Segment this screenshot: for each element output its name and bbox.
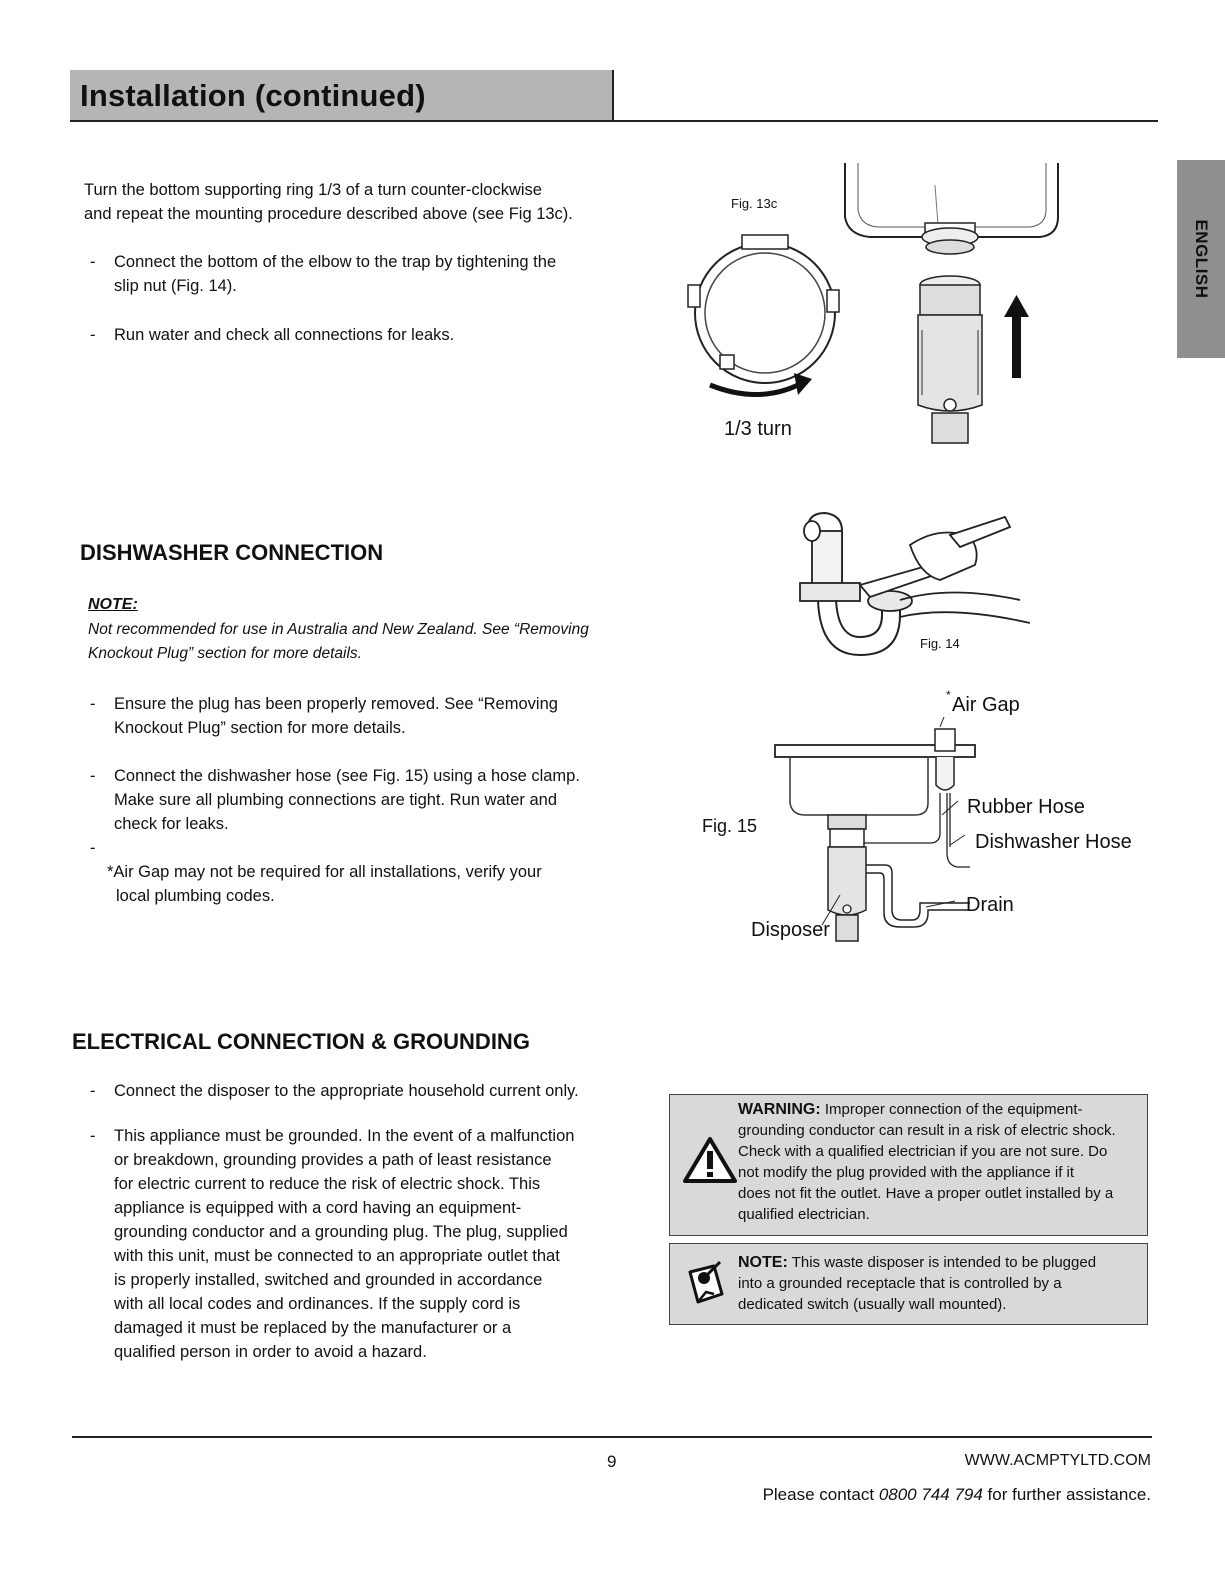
intro-line-2: and repeat the mounting procedure described above (see Fig 13c). <box>84 205 573 223</box>
bullet-line: for electric current to reduce the risk of electric shock. This <box>114 1175 541 1193</box>
bullet-line: Make sure all plumbing connections are tight. Run water and <box>114 791 557 809</box>
bullet-line: damaged it must be replaced by the manufacturer or a <box>114 1319 512 1337</box>
fig-14-illustration <box>790 505 1040 675</box>
warning-box <box>669 1094 1148 1236</box>
list-item <box>90 323 455 347</box>
note-box-line: This waste disposer is intended to be plugged <box>791 1254 1097 1271</box>
list-item <box>90 1079 579 1103</box>
website-link[interactable]: WWW.ACMPTYLTD.COM <box>964 1452 1151 1469</box>
bullet-dash: - <box>90 839 96 857</box>
language-tab <box>1177 160 1225 358</box>
note-box-line: dedicated switch (usually wall mounted). <box>738 1296 1007 1313</box>
turn-label: 1/3 turn <box>724 418 792 440</box>
bullet-line: Connect the dishwasher hose (see Fig. 15) using a hose clamp. <box>114 767 580 785</box>
note-pin-icon <box>684 1258 730 1306</box>
note-label: NOTE: <box>88 596 138 613</box>
contact-post: for further assistance. <box>982 1485 1151 1504</box>
contact-line <box>763 1485 1151 1505</box>
title-rule <box>70 120 1158 122</box>
warning-line: Check with a qualified electrician if you are not sure. Do <box>738 1143 1108 1160</box>
warning-triangle-icon <box>682 1135 738 1185</box>
disposer-label: Disposer <box>751 919 830 941</box>
bullet-line: Connect the disposer to the appropriate household current only. <box>114 1082 579 1100</box>
bullet-line: check for leaks. <box>114 815 229 833</box>
list-item <box>90 1124 575 1364</box>
warning-line: Improper connection of the equipment- <box>824 1101 1083 1118</box>
drain-label: Drain <box>966 894 1014 916</box>
phone-number[interactable]: 0800 744 794 <box>878 1485 983 1504</box>
footer-rule <box>72 1436 1152 1438</box>
warning-line: qualified electrician. <box>738 1206 870 1223</box>
list-item <box>90 692 558 740</box>
airgap-note-line-2: local plumbing codes. <box>116 887 275 905</box>
contact-pre: Please contact <box>762 1485 879 1504</box>
bullet-line: slip nut (Fig. 14). <box>114 277 237 295</box>
bullet-line: Run water and check all connections for leaks. <box>114 326 455 344</box>
page-number: 9 <box>607 1452 617 1471</box>
note-box <box>669 1243 1148 1325</box>
rubber-hose-label: Rubber Hose <box>967 796 1085 818</box>
warning-line: not modify the plug provided with the appliance if it <box>738 1164 1075 1181</box>
bullet-line: qualified person in order to avoid a hazard. <box>114 1343 427 1361</box>
warning-line: does not fit the outlet. Have a proper outlet installed by a <box>738 1185 1114 1202</box>
note-box-label: NOTE: <box>738 1254 788 1271</box>
bullet-line: Connect the bottom of the elbow to the trap by tightening the <box>114 253 557 271</box>
language-tab-label: ENGLISH <box>1192 219 1211 299</box>
list-item <box>90 250 557 298</box>
list-item <box>90 764 580 836</box>
note-line-2: Knockout Plug” section for more details. <box>88 645 362 662</box>
bullet-line: is properly installed, switched and grounded in accordance <box>114 1271 543 1289</box>
bullet-dash: - <box>90 1082 96 1100</box>
bullet-line: grounding conductor and a grounding plug. The plug, supplied <box>114 1223 568 1241</box>
bullet-dash: - <box>90 326 96 344</box>
airgap-note-line-1: *Air Gap may not be required for all installations, verify your <box>107 863 542 881</box>
fig-13c-label: Fig. 13c <box>731 196 778 211</box>
bullet-line: with this unit, must be connected to an appropriate outlet that <box>114 1247 560 1265</box>
bullet-line: appliance is equipped with a cord having an equipment- <box>114 1199 522 1217</box>
bullet-line: Ensure the plug has been properly removed. See “Removing <box>114 695 558 713</box>
warning-label: WARNING: <box>738 1101 821 1118</box>
bullet-line: Knockout Plug” section for more details. <box>114 719 406 737</box>
fig-15-label: Fig. 15 <box>702 816 758 836</box>
intro-line-1: Turn the bottom supporting ring 1/3 of a turn counter-clockwise <box>84 181 542 199</box>
bullet-dash: - <box>90 767 96 785</box>
page-title: Installation (continued) <box>80 78 426 113</box>
electrical-heading: ELECTRICAL CONNECTION & GROUNDING <box>72 1029 530 1054</box>
bullet-dash: - <box>90 253 96 271</box>
warning-line: grounding conductor can result in a risk of electric shock. <box>738 1122 1116 1139</box>
fig-14-label: Fig. 14 <box>920 636 960 651</box>
bullet-dash: - <box>90 695 96 713</box>
air-gap-star: * <box>946 688 951 702</box>
dishwasher-heading: DISHWASHER CONNECTION <box>80 540 384 565</box>
dishwasher-hose-label: Dishwasher Hose <box>975 831 1132 853</box>
air-gap-label: Air Gap <box>952 694 1020 716</box>
bullet-line: or breakdown, grounding provides a path of least resistance <box>114 1151 552 1169</box>
bullet-line: This appliance must be grounded. In the event of a malfunction <box>114 1127 575 1145</box>
note-line-1: Not recommended for use in Australia and New Zealand. See “Removing <box>88 621 589 638</box>
bullet-line: with all local codes and ordinances. If the supply cord is <box>114 1295 521 1313</box>
bullet-dash: - <box>90 1127 96 1145</box>
warning-text <box>738 1099 1143 1225</box>
note-box-text <box>738 1252 1143 1315</box>
note-box-line: into a grounded receptacle that is controlled by a <box>738 1275 1062 1292</box>
